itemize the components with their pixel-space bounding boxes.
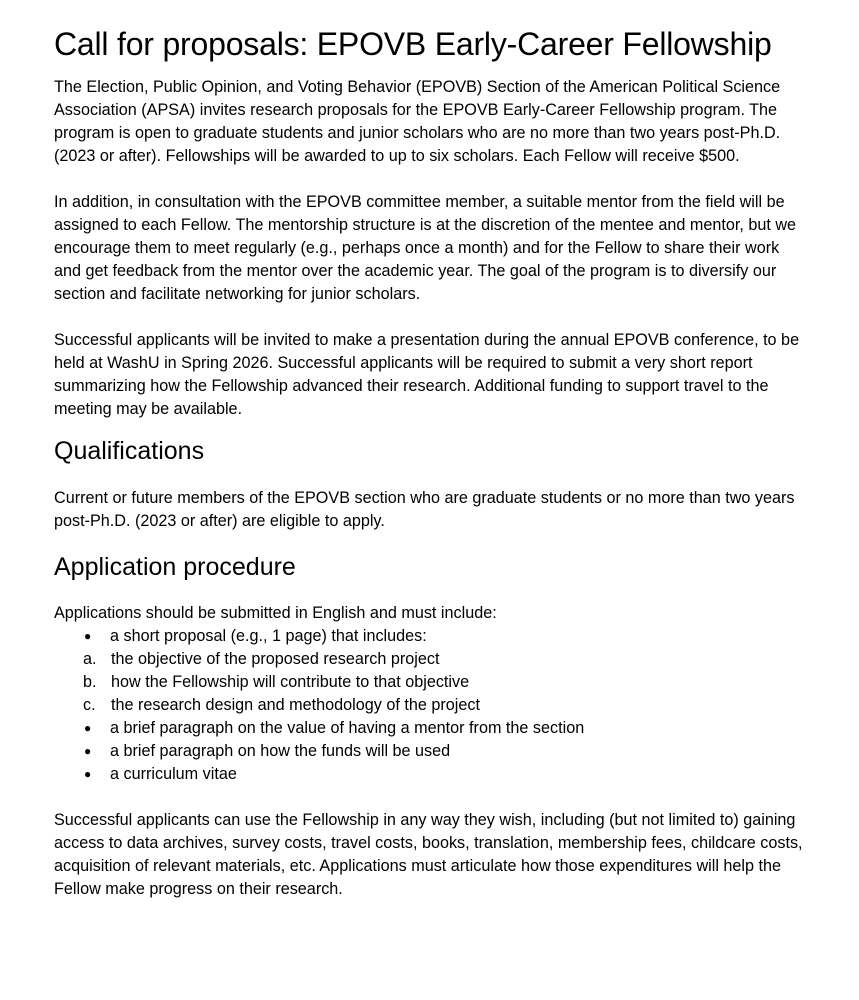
sublist-item-text: the objective of the proposed research project — [111, 650, 440, 668]
sublist-marker: a. — [83, 650, 97, 668]
intro-paragraph-3: Successful applicants will be invited to make a presentation during the annual EPOVB conference, to be held at WashU in Spring 2026. Successful applicants will be required to submit a very short report summarizing how the Fellowship advanced their research. Additional funding to support travel to the meeting may be available. — [54, 331, 800, 418]
paragraph-spacer — [54, 306, 805, 329]
sublist-marker: b. — [83, 673, 97, 691]
closing-paragraph: Successful applicants can use the Fellowship in any way they wish, including (but not limited to) gaining access to data archives, survey costs, travel costs, books, translation, membership fees, childcare costs, acquisition of relevant materials, etc. Applications must articulate how those expenditures will help the Fellow make progress on their research. — [54, 811, 803, 898]
procedure-lead: Applications should be submitted in English and must include: — [54, 604, 497, 622]
list-item-text: a curriculum vitae — [110, 765, 237, 783]
paragraph-spacer — [54, 168, 805, 191]
list-item-text: a short proposal (e.g., 1 page) that includes: — [110, 627, 427, 645]
list-item — [54, 763, 805, 786]
list-item-text: a brief paragraph on how the funds will be used — [110, 742, 451, 760]
sublist-item — [54, 694, 805, 717]
sublist-item — [54, 648, 805, 671]
bullet-icon: ● — [84, 629, 92, 643]
requirements-list — [54, 625, 805, 648]
sublist-item — [54, 671, 805, 694]
page-title: Call for proposals: EPOVB Early-Career Fellowship — [54, 26, 772, 62]
intro-paragraph-2: In addition, in consultation with the EPOVB committee member, a suitable mentor from the field will be assigned to each Fellow. The mentorship structure is at the discretion of the mentee and mentor, but we encourage them to meet regularly (e.g., perhaps once a month) and for the Fellow to share their work and get feedback from the mentor over the academic year. The goal of the program is to diversify our section and facilitate networking for junior scholars. — [54, 193, 797, 303]
intro-paragraph-1: The Election, Public Opinion, and Voting Behavior (EPOVB) Section of the American Political Science Association (APSA) invites research proposals for the EPOVB Early-Career Fellowship program. The program is open to graduate students and junior scholars who are no more than two years post-Ph.D. (2023 or after). Fellowships will be awarded to up to six scholars. Each Fellow will receive $500. — [54, 78, 781, 165]
sublist-marker: c. — [83, 696, 96, 714]
bullet-icon: ● — [84, 767, 92, 781]
list-item-text: a brief paragraph on the value of having a mentor from the section — [110, 719, 585, 737]
sublist-item-text: how the Fellowship will contribute to that objective — [111, 673, 470, 691]
list-item — [54, 740, 805, 763]
bullet-icon: ● — [84, 721, 92, 735]
qualifications-text: Current or future members of the EPOVB section who are graduate students or no more than two years post-Ph.D. (2023 or after) are eligible to apply. — [54, 489, 795, 530]
qualifications-heading: Qualifications — [54, 437, 205, 465]
list-item — [54, 717, 805, 740]
proposal-sublist — [54, 648, 805, 717]
application-procedure-heading: Application procedure — [54, 553, 296, 581]
sublist-item-text: the research design and methodology of the project — [111, 696, 480, 714]
bullet-icon: ● — [84, 744, 92, 758]
list-item — [54, 625, 805, 648]
requirements-list-continued — [54, 717, 805, 786]
